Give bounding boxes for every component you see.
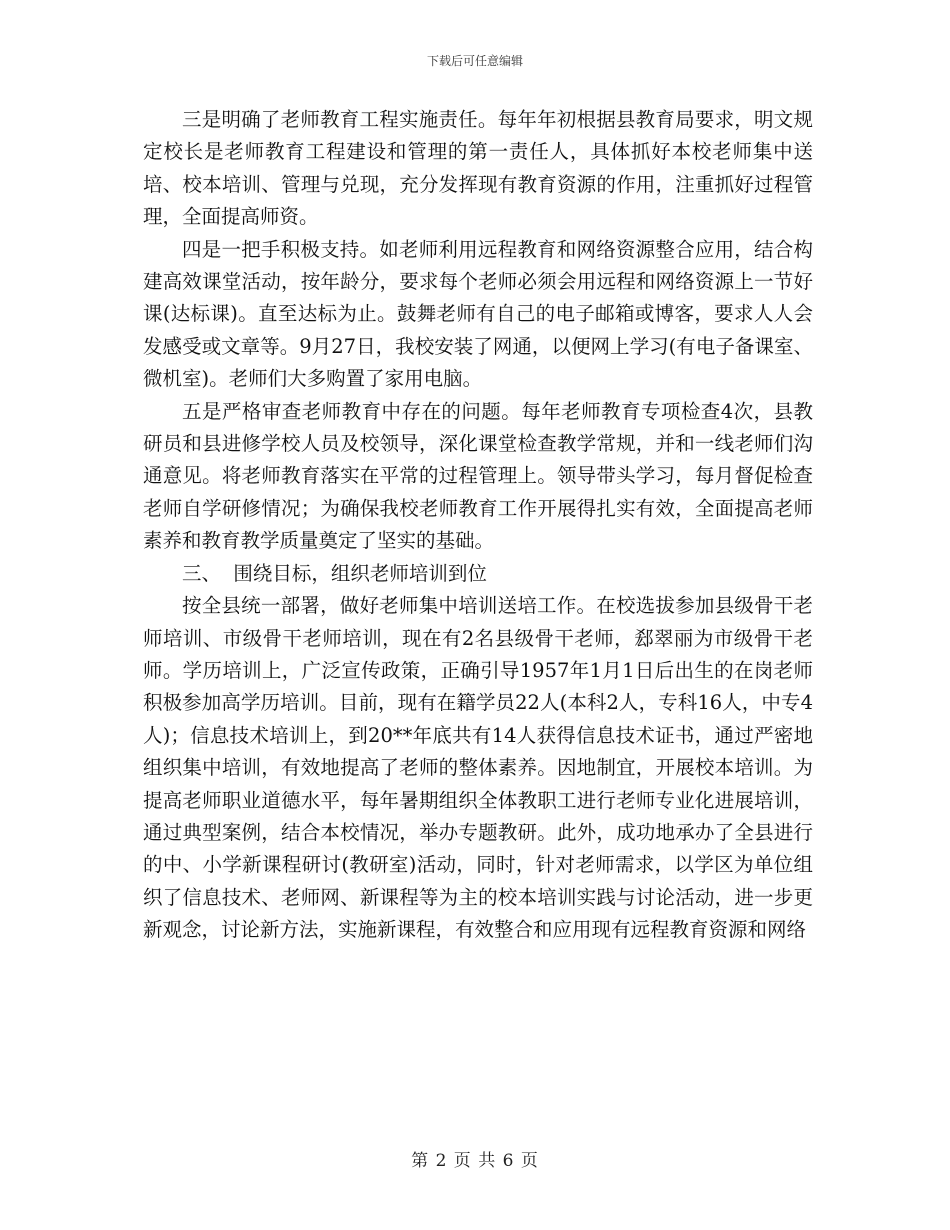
paragraph-inspection: 五是严格审查老师教育中存在的问题。每年老师教育专项检查4次，县教研员和县进修学校人员及校领导，深化课堂检查教学常规，并和一线老师们沟通意见。将老师教育落实在平常的过程管理上。领导带头学习，每月督促检查老师自学研修情况；为确保我校老师教育工作开展得扎实有效，全面提高老师素养和教育教学质量奠定了坚实的基础。 [143,399,813,553]
section-heading: 三、 围绕目标，组织老师培训到位 [182,561,487,585]
page-number: 第 2 页 共 6 页 [411,1151,539,1171]
paragraph-training: 按全县统一部署，做好老师集中培训送培工作。在校选拔参加县级骨干老师培训、市级骨干老师培训，现在有2名县级骨干老师，郄翠丽为市级骨干老师。学历培训上，广泛宣传政策，正确引导1957年1月1日后出生的在岗老师积极参加高学历培训。目前，现有在籍学员22人(本科2人，专科16人，中专4人)；信息技术培训上，到20**年底共有14人获得信息技术证书，通过严密地组织集中培训，有效地提高了老师的整体素养。因地制宜，开展校本培训。为提高老师职业道德水平，每年暑期组织全体教职工进行老师专业化进展培训，通过典型案例，结合本校情况，举办专题教研。此外，成功地承办了全县进行的中、小学新课程研讨(教研室)活动，同时，针对老师需求，以学区为单位组织了信息技术、老师网、新课程等为主的校本培训实践与讨论活动，进一步更新观念，讨论新方法，实施新课程，有效整合和应用现有远程教育资源和网络 [143,594,813,942]
paragraph-responsibility: 三是明确了老师教育工程实施责任。每年年初根据县教育局要求，明文规定校长是老师教育工程建设和管理的第一责任人，具体抓好本校老师集中送培、校本培训、管理与兑现，充分发挥现有教育资源的作用，注重抓好过程管理，全面提高师资。 [143,108,813,229]
document-body [143,104,813,947]
page-header: 下载后可任意编辑 [426,54,523,68]
paragraph-leadership-support: 四是一把手积极支持。如老师利用远程教育和网络资源整合应用，结合构建高效课堂活动，按年龄分，要求每个老师必须会用远程和网络资源上一节好课(达标课)。直至达标为止。鼓舞老师有自己的电子邮箱或博客，要求人人会发感受或文章等。9月27日，我校安装了网通，以便网上学习(有电子备课室、微机室)。老师们大多购置了家用电脑。 [143,237,813,391]
